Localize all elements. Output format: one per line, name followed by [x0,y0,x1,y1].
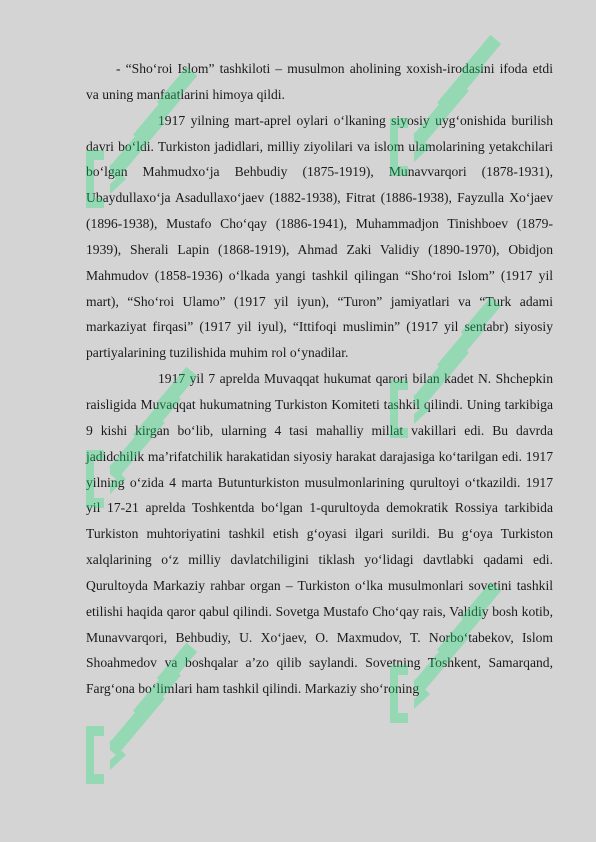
paragraph-2: 1917 yilning mart-aprel oylari o‘lkaning siyosiy uyg‘onishida burilish davri bo‘ldi. Turkiston jadidlari, milliy ziyolilari va islom ulamolarining yetakchilari bo‘lgan Mahmudxo‘ja Behbudiy (1875-1919), Munavvarqori (1878-1931), Ubaydullaxo‘ja Asadullaxo‘jaev (1882-1938), Fitrat (1886-1938), Fayzulla Xo‘jaev (1896-1938), Mustafo Cho‘qay (1886-1941), Muhammadjon Tinishboev (1879-1939), Sherali Lapin (1868-1919), Ahmad Zaki Validiy (1890-1970), Obidjon Mahmudov (1858-1936) o‘lkada yangi tashkil qilingan “Sho‘roi Islom” (1917 yil mart), “Sho‘roi Ulamo” (1917 yil iyun), “Turon” jamiyatlari va “Turk adami markaziyat firqasi” (1917 yil iyul), “Ittifoqi muslimin” (1917 yil sentabr) siyosiy partiyalarining tuzilishida muhim rol o‘ynadilar. [86,112,553,361]
paragraph-1: - “Sho‘roi Islom” tashkiloti – musulmon aholining xoxish-irodasini ifoda etdi va uning manfaatlarini himoya qildi. [86,61,553,102]
paragraph-3: 1917 yil 7 aprelda Muvaqqat hukumat qarori bilan kadet N. Shchepkin raisligida Muvaqqat hukumatning Turkiston Komiteti tashkil qilindi. Uning tarkibiga 9 kishi kirgan bo‘lib, ularning 4 tasi mahalliy millat vakillari edi. Bu davrda jadidchilik ma’rifatchilik harakatidan siyosiy harakat darajasiga ko‘tarilgan edi. 1917 yilning o‘zida 4 marta Butunturkiston musulmonlarining qurultoyi o‘tkazildi. 1917 yil 17-21 aprelda Toshkentda bo‘lgan 1-qurultoyda demokratik Rossiya tarkibida Turkiston muhtoriyatini tashkil etish g‘oyasi ilgari surildi. Bu g‘oya Turkiston xalqlarining o‘z milliy davlatchiligini tiklash yo‘lidagi davtlabki qadami edi. Qurultoyda Markaziy rahbar organ – Turkiston o‘lka musulmonlari sovetini tashkil etilishi haqida qaror qabul qilindi. Sovetga Mustafo Cho‘qay rais, Validiy bosh kotib, Munavvarqori, Behbudiy, U. Xo‘jaev, O. Maxmudov, T. Norbo‘tabekov, Islom Shoahmedov va boshqalar a’zo qilib saylandi. Sovetning Toshkent, Samarqand, Farg‘ona bo‘limlari ham tashkil qilindi. Markaziy sho‘roning [86,371,553,697]
document-body [86,56,553,702]
